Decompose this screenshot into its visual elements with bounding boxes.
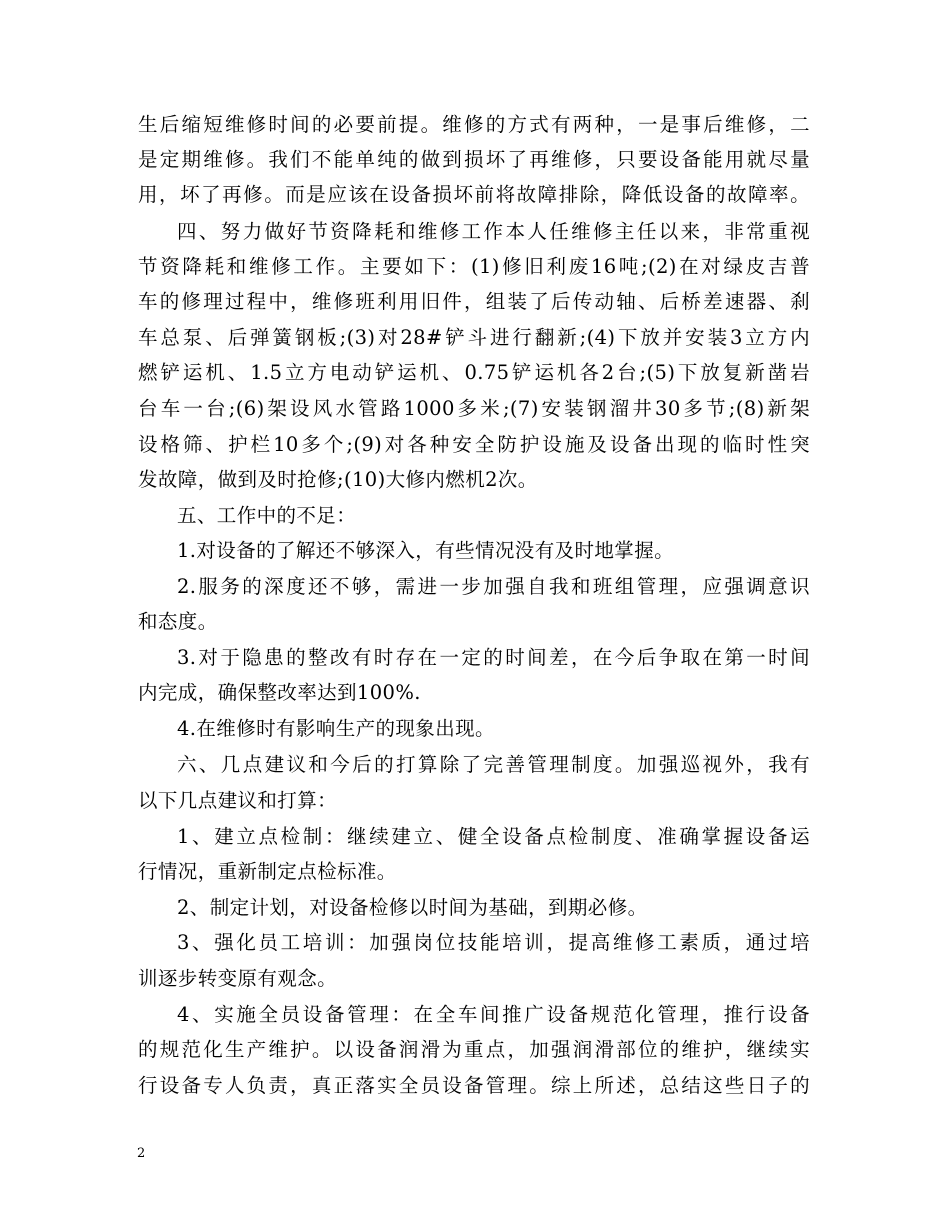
text-line: 内完成，确保整改率达到100%. [138, 681, 421, 704]
list-item: 1.对设备的了解还不够深入，有些情况没有及时地掌握。 [177, 539, 675, 562]
text-line: 台车一台;(6)架设风水管路1000多米;(7)安装钢溜井30多节;(8)新架 [138, 397, 810, 420]
text-line: 车总泵、后弹簧钢板;(3)对28#铲斗进行翻新;(4)下放并安装3立方内 [138, 326, 810, 349]
text-line: 以下几点建议和打算： [138, 789, 338, 812]
list-item: 2、制定计划，对设备检修以时间为基础，到期必修。 [177, 896, 648, 919]
text-line: 生后缩短维修时间的必要前提。维修的方式有两种，一是事后维修，二 [138, 113, 810, 136]
list-item: 4.在维修时有影响生产的现象出现。 [177, 717, 495, 740]
text-line: 和态度。 [138, 610, 218, 633]
section-heading: 五、工作中的不足： [177, 504, 357, 527]
list-item: 4、实施全员设备管理：在全车间推广设备规范化管理，推行设备 [177, 1003, 810, 1026]
text-line: 车的修理过程中，维修班利用旧件，组装了后传动轴、后桥差速器、刹 [138, 290, 810, 313]
text-line: 是定期维修。我们不能单纯的做到损坏了再维修，只要设备能用就尽量 [138, 148, 810, 171]
text-line: 用，坏了再修。而是应该在设备损坏前将故障排除，降低设备的故障率。 [138, 183, 810, 206]
list-item: 2.服务的深度还不够，需进一步加强自我和班组管理，应强调意识 [177, 575, 810, 598]
text-line: 行设备专人负责，真正落实全员设备管理。综上所述，总结这些日子的 [138, 1074, 810, 1097]
paragraph-start-line: 四、努力做好节资降耗和维修工作本人任维修主任以来，非常重视 [177, 220, 810, 243]
text-line: 发故障，做到及时抢修;(10)大修内燃机2次。 [138, 468, 538, 491]
list-item: 3、强化员工培训：加强岗位技能培训，提高维修工素质，通过培 [177, 931, 810, 954]
list-item: 1、建立点检制：继续建立、健全设备点检制度、准确掌握设备运 [177, 825, 810, 848]
text-line: 训逐步转变原有观念。 [138, 967, 338, 990]
text-line: 节资降耗和维修工作。主要如下：(1)修旧利废16吨;(2)在对绿皮吉普 [138, 255, 810, 278]
text-line: 设格筛、护栏10多个;(9)对各种安全防护设施及设备出现的临时性突 [138, 433, 810, 456]
section-heading: 六、几点建议和今后的打算除了完善管理制度。加强巡视外，我有 [177, 753, 810, 776]
text-line: 行情况，重新制定点检标准。 [138, 860, 397, 883]
text-line: 燃铲运机、1.5立方电动铲运机、0.75铲运机各2台;(5)下放复新凿岩 [138, 361, 810, 384]
page-number: 2 [137, 1146, 146, 1161]
text-line: 的规范化生产维护。以设备润滑为重点，加强润滑部位的维护，继续实 [138, 1038, 810, 1061]
list-item: 3.对于隐患的整改有时存在一定的时间差，在今后争取在第一时间 [177, 646, 810, 669]
